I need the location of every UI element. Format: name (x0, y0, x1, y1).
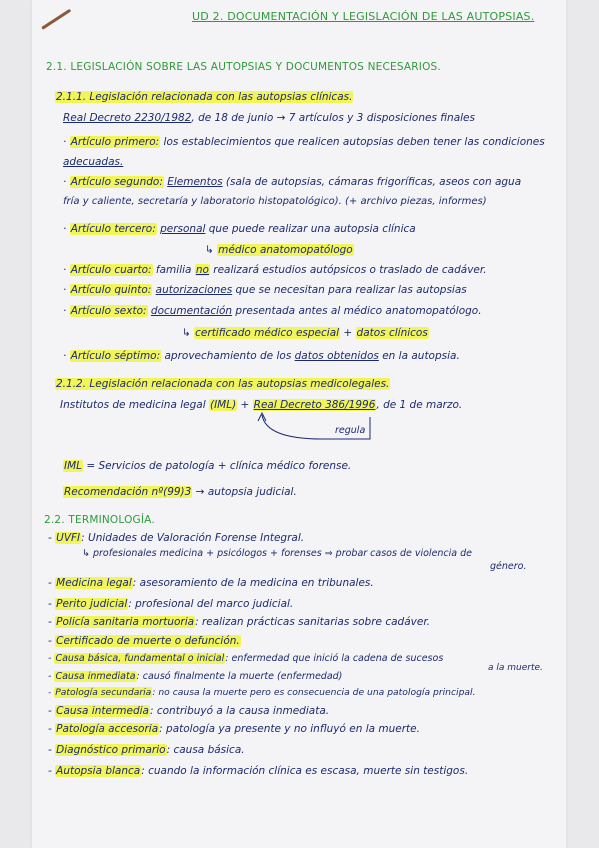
term-uvfi-label: UVFI (56, 532, 81, 544)
articulo-1: · Artículo primero: los establecimientos que realicen autopsias deben tener las condiciones (63, 136, 545, 148)
term-certificado-label: Certificado de muerte o defunción. (56, 635, 240, 647)
term-uvfi-sub: ↳ profesionales medicina + psicólogos + forenses ⇒ probar casos de violencia de (82, 548, 473, 559)
term-patologia-accesoria-label: Patología accesoria (56, 723, 159, 735)
articulo-1-cont (63, 155, 123, 169)
iml-plus: + (237, 399, 253, 411)
term-causa-basica-text: : enfermedad que inició la cadena de sucesos (225, 653, 444, 664)
recomendacion-text: → autopsia judicial. (192, 486, 297, 498)
subsection-2-1-2-title: 2.1.2. Legislación relacionada con las autopsias medicolegales. (56, 378, 390, 390)
articulo-5: · Artículo quinto: autorizaciones que se necesitan para realizar las autopsias (63, 284, 467, 296)
term-policia-sanitaria-text: : realizan prácticas sanitarias sobre cadáver. (195, 616, 431, 628)
articulo-1-text: los establecimientos que realicen autopsias deben tener las condiciones (160, 136, 545, 148)
term-uvfi: - UVFI: Unidades de Valoración Forense Integral. (48, 532, 305, 544)
term-diagnostico-primario-label: Diagnóstico primario (56, 744, 166, 756)
term-policia-sanitaria: - Policía sanitaria mortuoria: realizan prácticas sanitarias sobre cadáver. (48, 616, 431, 628)
iml-definition (63, 459, 351, 473)
datos-clinicos: datos clínicos (356, 327, 428, 339)
section-heading-2-2: 2.2. TERMINOLOGÍA. (44, 514, 155, 526)
term-patologia-accesoria-text: : patología ya presente y no influyó en la muerte. (159, 723, 420, 735)
real-decreto-details: , de 18 de junio → 7 artículos y 3 disposiciones finales (191, 112, 475, 124)
term-certificado: - Certificado de muerte o defunción. (48, 635, 240, 647)
articulo-7-text: en la autopsia. (378, 350, 460, 362)
term-autopsia-blanca: - Autopsia blanca: cuando la información clínica es escasa, muerte sin testigos. (48, 765, 469, 777)
articulo-1-cont-text: adecuadas. (63, 156, 124, 168)
section-heading-2-1: 2.1. LEGISLACIÓN SOBRE LAS AUTOPSIAS Y DOCUMENTOS NECESARIOS. (46, 61, 441, 73)
real-decreto-line (63, 111, 475, 125)
articulo-4-text: realizará estudios autópsicos o traslado de cadáver. (209, 264, 487, 276)
articulo-3-underlined: personal (160, 223, 206, 235)
articulo-2: · Artículo segundo: Elementos (sala de autopsias, cámaras frigoríficas, aseos con agua (63, 176, 522, 188)
articulo-2-text: (sala de autopsias, cámaras frigoríficas, aseos con agua (222, 176, 522, 188)
term-causa-inmediata-text: : causó finalmente la muerte (enfermedad) (136, 671, 343, 682)
term-perito-judicial-label: Perito judicial (56, 598, 128, 610)
articulo-4-no: no (195, 264, 209, 276)
term-patologia-secundaria-label: Patología secundaria (55, 687, 152, 698)
iml-def-label: IML (64, 460, 83, 472)
term-causa-inmediata-label: Causa inmediata (55, 671, 136, 682)
term-diagnostico-primario: - Diagnóstico primario: causa básica. (48, 744, 245, 756)
articulo-6-label: Artículo sexto: (70, 305, 147, 317)
iml-pre: Institutos de medicina legal (60, 399, 209, 411)
iml-def-text: = Servicios de patología + clínica médico forense. (83, 460, 352, 472)
articulo-5-underlined: autorizaciones (155, 284, 233, 296)
term-causa-intermedia-text: : contribuyó a la causa inmediata. (149, 705, 330, 717)
articulo-3: · Artículo tercero: personal que puede realizar una autopsia clínica (63, 223, 416, 235)
term-patologia-secundaria: - Patología secundaria: no causa la muerte pero es consecuencia de una patología principal. (48, 687, 476, 698)
plus-sign: + (340, 327, 356, 339)
regula-label: regula (335, 425, 366, 436)
articulo-3-text: que puede realizar una autopsia clínica (205, 223, 416, 235)
articulo-7-pre: aprovechamiento de los (161, 350, 295, 362)
term-medicina-legal-text: : asesoramiento de la medicina en tribunales. (132, 577, 374, 589)
page-title: UD 2. DOCUMENTACIÓN Y LEGISLACIÓN DE LAS AUTOPSIAS. (192, 10, 535, 23)
medico-anatomopatologo: médico anatomopatólogo (218, 244, 353, 256)
certificado-medico-especial: certificado médico especial (195, 327, 340, 339)
articulo-6-underlined: documentación (150, 305, 233, 317)
term-policia-sanitaria-label: Policía sanitaria mortuoria (56, 616, 195, 628)
recomendacion (63, 485, 297, 499)
articulo-6: · Artículo sexto: documentación presentada antes al médico anatomopatólogo. (63, 305, 482, 317)
term-perito-judicial-text: : profesional del marco judicial. (128, 598, 294, 610)
articulo-6-text: presentada antes al médico anatomopatólogo. (232, 305, 482, 317)
articulo-2-label: Artículo segundo: (70, 176, 163, 188)
articulo-2-cont: fría y caliente, secretaría y laboratorio histopatológico). (+ archivo piezas, informes) (63, 196, 487, 207)
regula-arrow-icon (252, 409, 392, 447)
term-causa-intermedia: - Causa intermedia: contribuyó a la causa inmediata. (48, 705, 330, 717)
articulo-4: · Artículo cuarto: familia no realizará estudios autópsicos o traslado de cadáver. (63, 264, 487, 276)
articulo-4-label: Artículo cuarto: (70, 264, 152, 276)
term-causa-basica-label: Causa básica, fundamental o inicial (55, 653, 225, 664)
articulo-5-text: que se necesitan para realizar las autopsias (232, 284, 467, 296)
articulo-7-label: Artículo séptimo: (70, 350, 161, 362)
term-causa-intermedia-label: Causa intermedia (56, 705, 149, 717)
term-causa-basica: - Causa básica, fundamental o inicial: enfermedad que inició la cadena de sucesos (48, 653, 444, 664)
term-causa-inmediata: - Causa inmediata: causó finalmente la muerte (enfermedad) (48, 671, 343, 682)
term-patologia-accesoria: - Patología accesoria: patología ya presente y no influyó en la muerte. (48, 723, 420, 735)
real-decreto-386-rest: , de 1 de marzo. (376, 399, 463, 411)
subsection-heading-2-1-1 (55, 90, 353, 104)
subsection-title: 2.1.1. Legislación relacionada con las autopsias clínicas. (56, 91, 353, 103)
articulo-7: · Artículo séptimo: aprovechamiento de los datos obtenidos en la autopsia. (63, 350, 460, 362)
real-decreto-386: Real Decreto 386/1996 (253, 399, 376, 411)
real-decreto: Real Decreto 2230/1982 (63, 112, 192, 124)
articulo-4-pre: familia (152, 264, 195, 276)
term-uvfi-sub2: género. (490, 561, 527, 572)
recomendacion-label: Recomendación nº(99)3 (64, 486, 192, 498)
articulo-3-label: Artículo tercero: (70, 223, 156, 235)
articulo-1-label: Artículo primero: (70, 136, 160, 148)
term-causa-basica-cont: a la muerte. (488, 663, 543, 673)
term-perito-judicial: - Perito judicial: profesional del marco judicial. (48, 598, 294, 610)
term-uvfi-text: : Unidades de Valoración Forense Integral. (81, 532, 305, 544)
articulo-7-underlined: datos obtenidos (294, 350, 379, 362)
articulo-5-label: Artículo quinto: (70, 284, 152, 296)
term-diagnostico-primario-text: : causa básica. (166, 744, 245, 756)
term-medicina-legal-label: Medicina legal (56, 577, 132, 589)
term-patologia-secundaria-text: : no causa la muerte pero es consecuencia de una patología principal. (152, 687, 476, 698)
iml-abbr: (IML) (209, 399, 237, 411)
articulo-6-sub: ↳ certificado médico especial + datos clínicos (182, 327, 428, 339)
term-uvfi-sub-text: profesionales medicina + psicólogos + forenses ⇒ probar casos de violencia de (92, 548, 473, 559)
term-medicina-legal: - Medicina legal: asesoramiento de la medicina en tribunales. (48, 577, 374, 589)
articulo-3-sub: ↳ médico anatomopatólogo (205, 244, 353, 256)
subsection-heading-2-1-2 (55, 377, 390, 391)
term-autopsia-blanca-text: : cuando la información clínica es escasa, muerte sin testigos. (141, 765, 469, 777)
articulo-2-underlined: Elementos (167, 176, 223, 188)
term-autopsia-blanca-label: Autopsia blanca (56, 765, 141, 777)
